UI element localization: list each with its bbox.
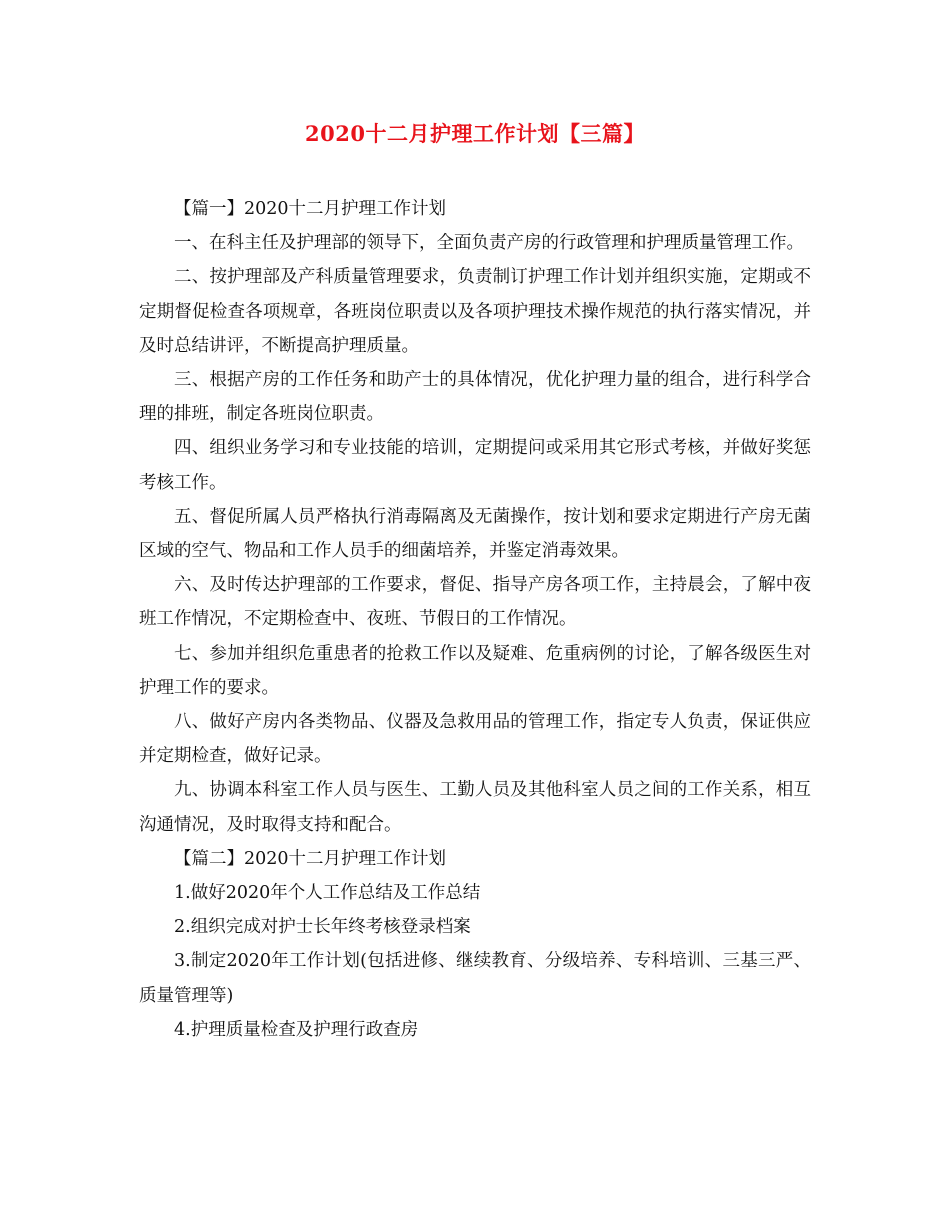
section-heading-1: 【篇一】2020十二月护理工作计划 [174, 199, 447, 219]
paragraph: 八、做好产房内各类物品、仪器及急救用品的管理工作，指定专人负责，保证供应并定期检查，做好记录。 [139, 712, 811, 767]
paragraph: 三、根据产房的工作任务和助产士的具体情况，优化护理力量的组合，进行科学合理的排班，制定各班岗位职责。 [139, 370, 811, 425]
paragraph: 二、按护理部及产科质量管理要求，负责制订护理工作计划并组织实施，定期或不定期督促检查各项规章，各班岗位职责以及各项护理技术操作规范的执行落实情况，并及时总结讲评，不断提高护理质量。 [139, 267, 811, 356]
list-item: 2.组织完成对护士长年终考核登录档案 [174, 917, 471, 938]
list-item: 4.护理质量检查及护理行政查房 [174, 1019, 419, 1040]
list-item: 3.制定2020年工作计划(包括进修、继续教育、分级培养、专科培训、三基三严、质量管理等) [139, 951, 811, 1006]
paragraph: 一、在科主任及护理部的领导下，全面负责产房的行政管理和护理质量管理工作。 [174, 233, 804, 254]
paragraph: 七、参加并组织危重患者的抢救工作以及疑难、危重病例的讨论，了解各级医生对护理工作的要求。 [139, 643, 811, 698]
list-item: 1.做好2020年个人工作总结及工作总结 [174, 883, 481, 904]
paragraph: 六、及时传达护理部的工作要求，督促、指导产房各项工作，主持晨会，了解中夜班工作情况，不定期检查中、夜班、节假日的工作情况。 [139, 575, 811, 630]
paragraph: 九、协调本科室工作人员与医生、工勤人员及其他科室人员之间的工作关系，相互沟通情况，及时取得支持和配合。 [139, 780, 811, 835]
paragraph: 五、督促所属人员严格执行消毒隔离及无菌操作，按计划和要求定期进行产房无菌区域的空气、物品和工作人员手的细菌培养，并鉴定消毒效果。 [139, 506, 811, 562]
document-body [139, 192, 811, 1047]
paragraph: 四、组织业务学习和专业技能的培训，定期提问或采用其它形式考核，并做好奖惩考核工作。 [139, 438, 811, 493]
section-heading-2: 【篇二】2020十二月护理工作计划 [174, 848, 447, 869]
document-title: 2020十二月护理工作计划【三篇】 [305, 121, 645, 146]
